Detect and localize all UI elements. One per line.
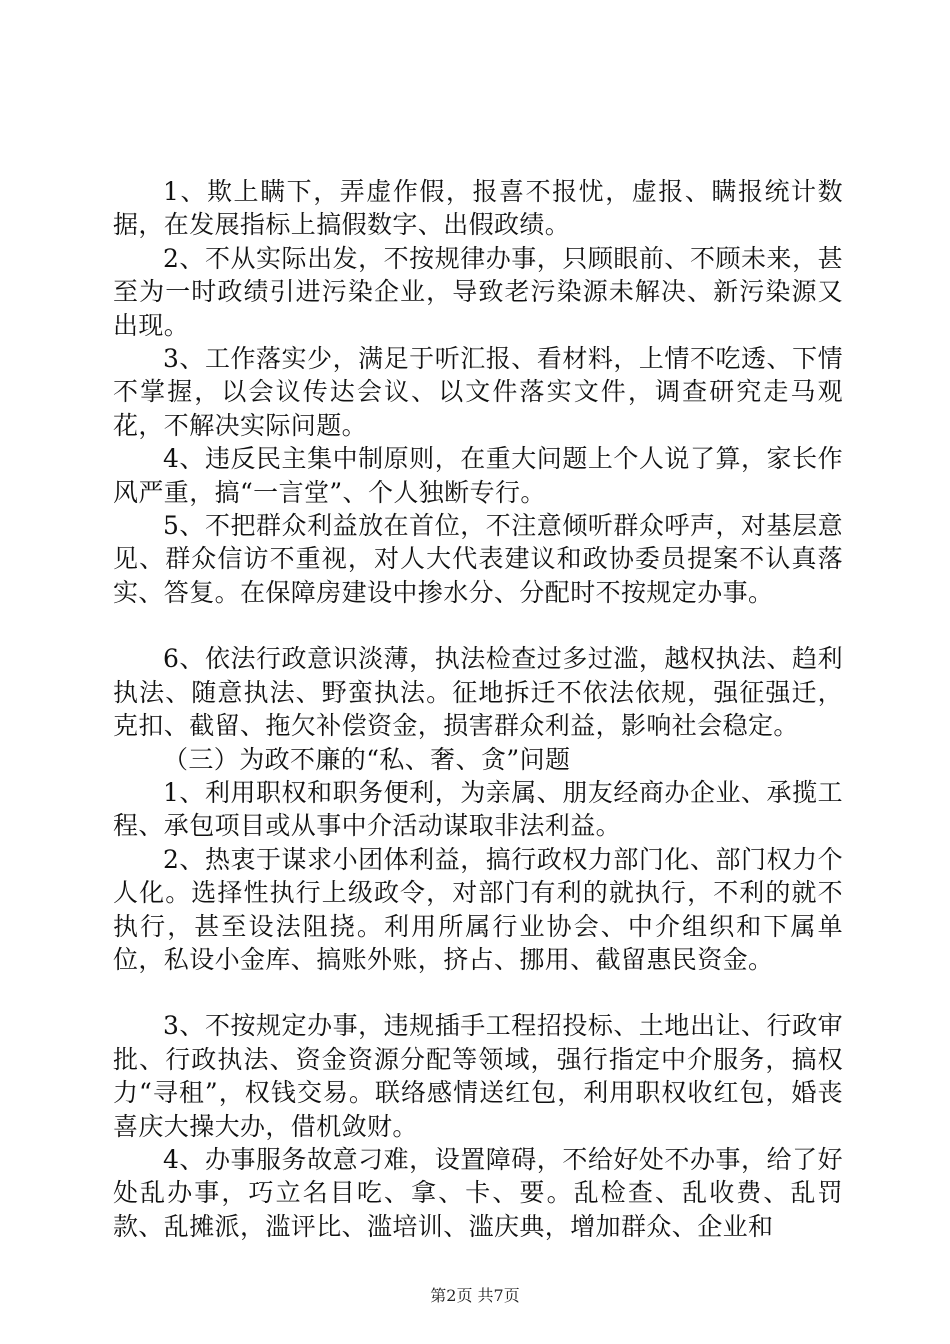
paragraph-4: 4、违反民主集中制原则，在重大问题上个人说了算，家长作风严重，搞“一言堂”、个人独断专行。: [113, 444, 843, 507]
document-body: [113, 175, 843, 1243]
page-footer: 第2页 共7页: [430, 1286, 520, 1305]
paragraph-1: 1、欺上瞒下，弄虚作假，报喜不报忧，虚报、瞒报统计数据，在发展指标上搞假数字、出假政绩。: [113, 177, 843, 240]
paragraph-2: 2、不从实际出发，不按规律办事，只顾眼前、不顾未来，甚至为一时政绩引进污染企业，导致老污染源未解决、新污染源又出现。: [113, 243, 843, 340]
section-heading-3: （三）为政不廉的“私、奢、贪”问题: [163, 744, 571, 774]
paragraph-5: 5、不把群众利益放在首位，不注意倾听群众呼声，对基层意见、群众信访不重视，对人大代表建议和政协委员提案不认真落实、答复。在保障房建设中掺水分、分配时不按规定办事。: [113, 511, 843, 607]
paragraph-3-4: 4、办事服务故意刁难，设置障碍，不给好处不办事，给了好处乱办事，巧立名目吃、拿、卡、要。乱检查、乱收费、乱罚款、乱摊派，滥评比、滥培训、滥庆典，增加群众、企业和: [113, 1144, 843, 1241]
paragraph-6: 6、依法行政意识淡薄，执法检查过多过滥，越权执法、趋利执法、随意执法、野蛮执法。征地拆迁不依法依规，强征强迁，克扣、截留、拖欠补偿资金，损害群众利益，影响社会稳定。: [113, 644, 843, 741]
paragraph-3-1: 1、利用职权和职务便利，为亲属、朋友经商办企业、承揽工程、承包项目或从事中介活动谋取非法利益。: [113, 777, 843, 841]
paragraph-3-3: 3、不按规定办事，违规插手工程招投标、土地出让、行政审批、行政执法、资金资源分配等领域，强行指定中介服务，搞权力“寻租”，权钱交易。联络感情送红包，利用职权收红包，婚丧喜庆大操大办，借机敛财。: [113, 1011, 843, 1141]
paragraph-3-2: 2、热衷于谋求小团体利益，搞行政权力部门化、部门权力个人化。选择性执行上级政令，对部门有利的就执行，不利的就不执行，甚至设法阻挠。利用所属行业协会、中介组织和下属单位，私设小金库、搞账外账，挤占、挪用、截留惠民资金。: [113, 844, 843, 974]
paragraph-3: 3、工作落实少，满足于听汇报、看材料，上情不吃透、下情不掌握，以会议传达会议、以文件落实文件，调查研究走马观花，不解决实际问题。: [113, 344, 843, 440]
